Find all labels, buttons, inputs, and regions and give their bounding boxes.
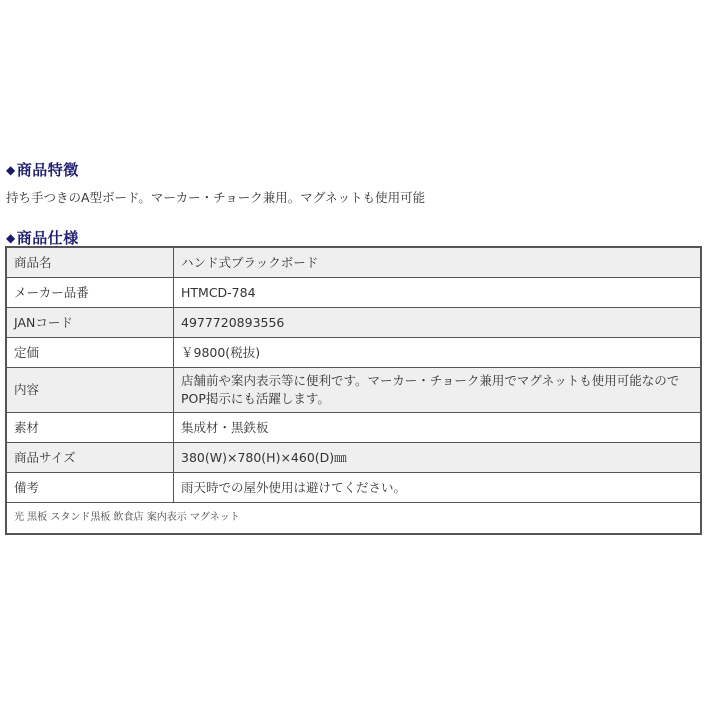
- spec-value: ハンド式ブラックボード: [174, 247, 702, 278]
- spec-label: 定価: [6, 338, 174, 368]
- spec-label: 素材: [6, 413, 174, 443]
- spec-row-product-name: [6, 247, 701, 278]
- spec-label: 備考: [6, 473, 174, 503]
- spec-row-size: [6, 443, 701, 473]
- spec-value: 4977720893556: [174, 308, 702, 338]
- diamond-bullet-icon: ◆: [6, 231, 16, 245]
- specs-heading-text: 商品仕様: [16, 229, 79, 247]
- spec-row-notes: [6, 473, 701, 503]
- spec-label: 内容: [6, 368, 174, 413]
- spec-row-material: [6, 413, 701, 443]
- spec-label: 商品サイズ: [6, 443, 174, 473]
- spec-row-price: [6, 338, 701, 368]
- spec-value: 店舗前や案内表示等に便利です。マーカー・チョーク兼用でマグネットも使用可能なのでPOP掲示にも活躍します。: [174, 368, 702, 413]
- features-heading-text: 商品特徴: [16, 161, 79, 179]
- spec-value: 雨天時での屋外使用は避けてください。: [174, 473, 702, 503]
- diamond-bullet-icon: ◆: [6, 163, 16, 177]
- features-heading: [6, 159, 79, 180]
- spec-row-jan-code: [6, 308, 701, 338]
- spec-value: 380(W)×780(H)×460(D)㎜: [174, 443, 702, 473]
- features-description: 持ち手つきのA型ボード。マーカー・チョーク兼用。マグネットも使用可能: [6, 190, 426, 205]
- spec-row-model-number: [6, 278, 701, 308]
- tag-keywords: 光 黒板 スタンド黒板 飲食店 案内表示 マグネット: [6, 503, 701, 535]
- spec-row-description: [6, 368, 701, 413]
- specs-heading: [6, 227, 79, 248]
- spec-value: HTMCD-784: [174, 278, 702, 308]
- spec-label: JANコード: [6, 308, 174, 338]
- spec-value: 集成材・黒鉄板: [174, 413, 702, 443]
- spec-label: 商品名: [6, 247, 174, 278]
- spec-label: メーカー品番: [6, 278, 174, 308]
- spec-row-tags: [6, 503, 701, 535]
- spec-table: [5, 246, 702, 535]
- spec-value: ￥9800(税抜): [174, 338, 702, 368]
